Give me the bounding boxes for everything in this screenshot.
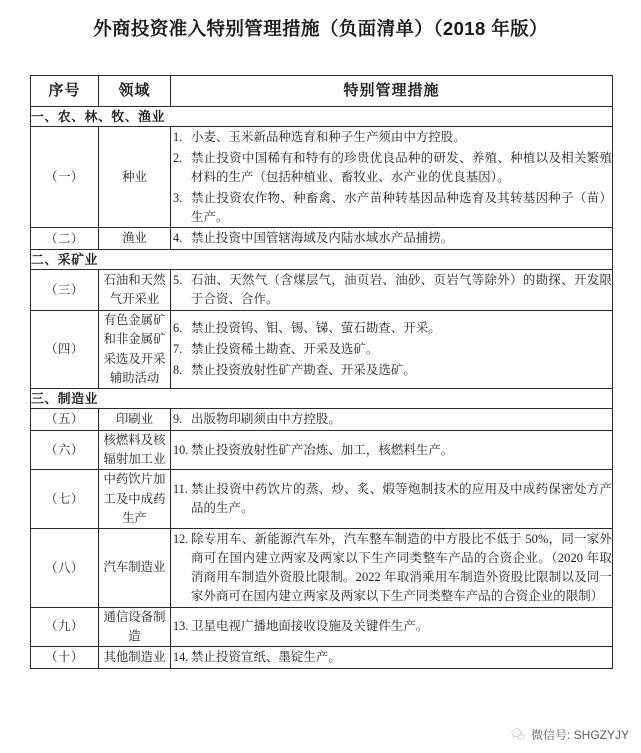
row-measures <box>171 228 613 250</box>
row-number: （一） <box>31 127 99 228</box>
table-row <box>31 409 613 431</box>
measure-item-number: 4. <box>173 231 183 246</box>
negative-list-table <box>30 75 613 669</box>
row-measures <box>171 270 613 311</box>
table-row <box>31 127 613 228</box>
measure-item <box>171 148 612 188</box>
section-heading: 二、采矿业 <box>31 250 613 270</box>
measure-item-number: 3. <box>173 190 183 205</box>
measure-item <box>171 616 612 637</box>
measure-list <box>171 228 612 249</box>
row-number: （九） <box>31 607 99 646</box>
measure-item-number: 6. <box>173 321 183 336</box>
measure-list <box>171 318 612 381</box>
row-field: 其他制造业 <box>99 646 171 668</box>
watermark-text: 微信号: SHGZYJY <box>530 728 629 742</box>
measure-item <box>171 188 612 228</box>
column-header-no: 序号 <box>31 76 99 107</box>
row-field: 印刷业 <box>99 409 171 431</box>
section-heading-row <box>31 107 613 127</box>
table-row <box>31 646 613 668</box>
measure-item-number: 1. <box>173 130 183 145</box>
measure-item-number: 5. <box>173 273 183 288</box>
measure-item <box>171 228 612 249</box>
measure-item-text: 禁止投资中国管辖海域及内陆水域水产品捕捞。 <box>191 231 454 246</box>
row-measures <box>171 431 613 470</box>
measure-item-number: 11. <box>173 482 188 497</box>
row-field: 汽车制造业 <box>99 529 171 607</box>
row-measures <box>171 470 613 529</box>
table-row <box>31 431 613 470</box>
negative-list-table-wrapper <box>30 75 612 669</box>
measure-item-number: 2. <box>173 151 183 166</box>
measure-item-number: 14. <box>173 649 189 664</box>
row-number: （三） <box>31 270 99 311</box>
table-row <box>31 529 613 607</box>
table-body <box>31 107 613 669</box>
section-heading: 一、农、林、牧、渔业 <box>31 107 613 127</box>
row-number: （八） <box>31 529 99 607</box>
measure-item-text: 禁止投资中药饮片的蒸、炒、炙、煅等炮制技术的应用及中成药保密处方产品的生产。 <box>191 482 612 516</box>
row-measures <box>171 127 613 228</box>
measure-item <box>171 647 612 668</box>
measure-item-text: 禁止投资稀土勘查、开采及选矿。 <box>191 342 379 357</box>
row-field: 核燃料及核辐射加工业 <box>99 431 171 470</box>
column-header-measures: 特别管理措施 <box>171 76 613 107</box>
measure-item-number: 13. <box>173 619 189 634</box>
row-number: （六） <box>31 431 99 470</box>
row-measures <box>171 311 613 389</box>
section-heading: 三、制造业 <box>31 389 613 409</box>
measure-item-text: 出版物印刷须由中方控股。 <box>191 412 341 427</box>
measure-list <box>171 529 612 606</box>
page-title: 外商投资准入特别管理措施（负面清单）（2018 年版） <box>93 18 548 39</box>
measure-item-number: 7. <box>173 342 183 357</box>
table-row <box>31 228 613 250</box>
column-header-field: 领域 <box>99 76 171 107</box>
measure-item <box>171 529 612 606</box>
measure-item <box>171 127 612 148</box>
row-number: （四） <box>31 311 99 389</box>
measure-item-text: 除专用车、新能源汽车外，汽车整车制造的中方股比不低于 50%，同一家外商可在国内建立两家及两家以下生产同类整车产品的合资企业。（2020 年取消商用车制造外资股比限制。2022 年取消乘用车制造外资股比限制以及同一家外商可在国内建立两家及两家以下生产同类整车产品的合资企业的限制） <box>191 532 612 603</box>
measure-list <box>171 127 612 227</box>
measure-item <box>171 440 612 461</box>
measure-item-text: 小麦、玉米新品种选育和种子生产须由中方控股。 <box>191 130 466 145</box>
row-field: 石油和天然气开采业 <box>99 270 171 311</box>
measure-item-text: 禁止投资放射性矿产勘查、开采及选矿。 <box>191 362 416 377</box>
measure-item <box>171 339 612 360</box>
row-field: 种业 <box>99 127 171 228</box>
row-number: （七） <box>31 470 99 529</box>
table-row <box>31 311 613 389</box>
row-field: 渔业 <box>99 228 171 250</box>
row-field: 中药饮片加工及中成药生产 <box>99 470 171 529</box>
measure-item <box>171 360 612 381</box>
measure-list <box>171 479 612 519</box>
row-measures <box>171 529 613 607</box>
measure-item-text: 禁止投资农作物、种畜禽、水产苗种转基因品种选育及其转基因种子（苗）生产。 <box>191 190 612 224</box>
wechat-logo-icon <box>511 727 526 742</box>
measure-item-number: 8. <box>173 362 183 377</box>
row-number: （十） <box>31 646 99 668</box>
measure-item <box>171 409 612 430</box>
row-measures <box>171 607 613 646</box>
measure-item <box>171 479 612 519</box>
table-row <box>31 270 613 311</box>
section-heading-row <box>31 389 613 409</box>
watermark <box>507 724 633 745</box>
measure-item <box>171 318 612 339</box>
measure-list <box>171 440 612 461</box>
measure-list <box>171 616 612 637</box>
row-measures <box>171 646 613 668</box>
row-measures <box>171 409 613 431</box>
row-number: （五） <box>31 409 99 431</box>
measure-list <box>171 270 612 310</box>
table-row <box>31 607 613 646</box>
measure-item-number: 10. <box>173 442 189 457</box>
measure-item-text: 禁止投资钨、钼、锡、锑、萤石勘查、开采。 <box>191 321 441 336</box>
measure-item-text: 卫星电视广播地面接收设施及关键件生产。 <box>191 619 429 634</box>
measure-item-text: 禁止投资放射性矿产冶炼、加工，核燃料生产。 <box>191 442 454 457</box>
section-heading-row <box>31 250 613 270</box>
measure-item-number: 9. <box>173 412 183 427</box>
table-header <box>31 76 613 107</box>
measure-item-number: 12. <box>173 532 189 547</box>
measure-list <box>171 647 612 668</box>
measure-item-text: 石油、天然气（含煤层气，油页岩、油砂、页岩气等除外）的勘探、开发限于合资、合作。 <box>191 273 612 307</box>
table-row <box>31 470 613 529</box>
measure-item-text: 禁止投资中国稀有和特有的珍贵优良品种的研发、养殖、种植以及相关繁殖材料的生产（包括种植业、畜牧业、水产业的优良基因）。 <box>191 151 612 184</box>
table-header-row <box>31 76 613 107</box>
measure-item-text: 禁止投资宣纸、墨锭生产。 <box>191 649 341 664</box>
measure-item <box>171 270 612 310</box>
row-field: 通信设备制造 <box>99 607 171 646</box>
measure-list <box>171 409 612 430</box>
row-number: （二） <box>31 228 99 250</box>
row-field: 有色金属矿和非金属矿采选及开采辅助活动 <box>99 311 171 389</box>
